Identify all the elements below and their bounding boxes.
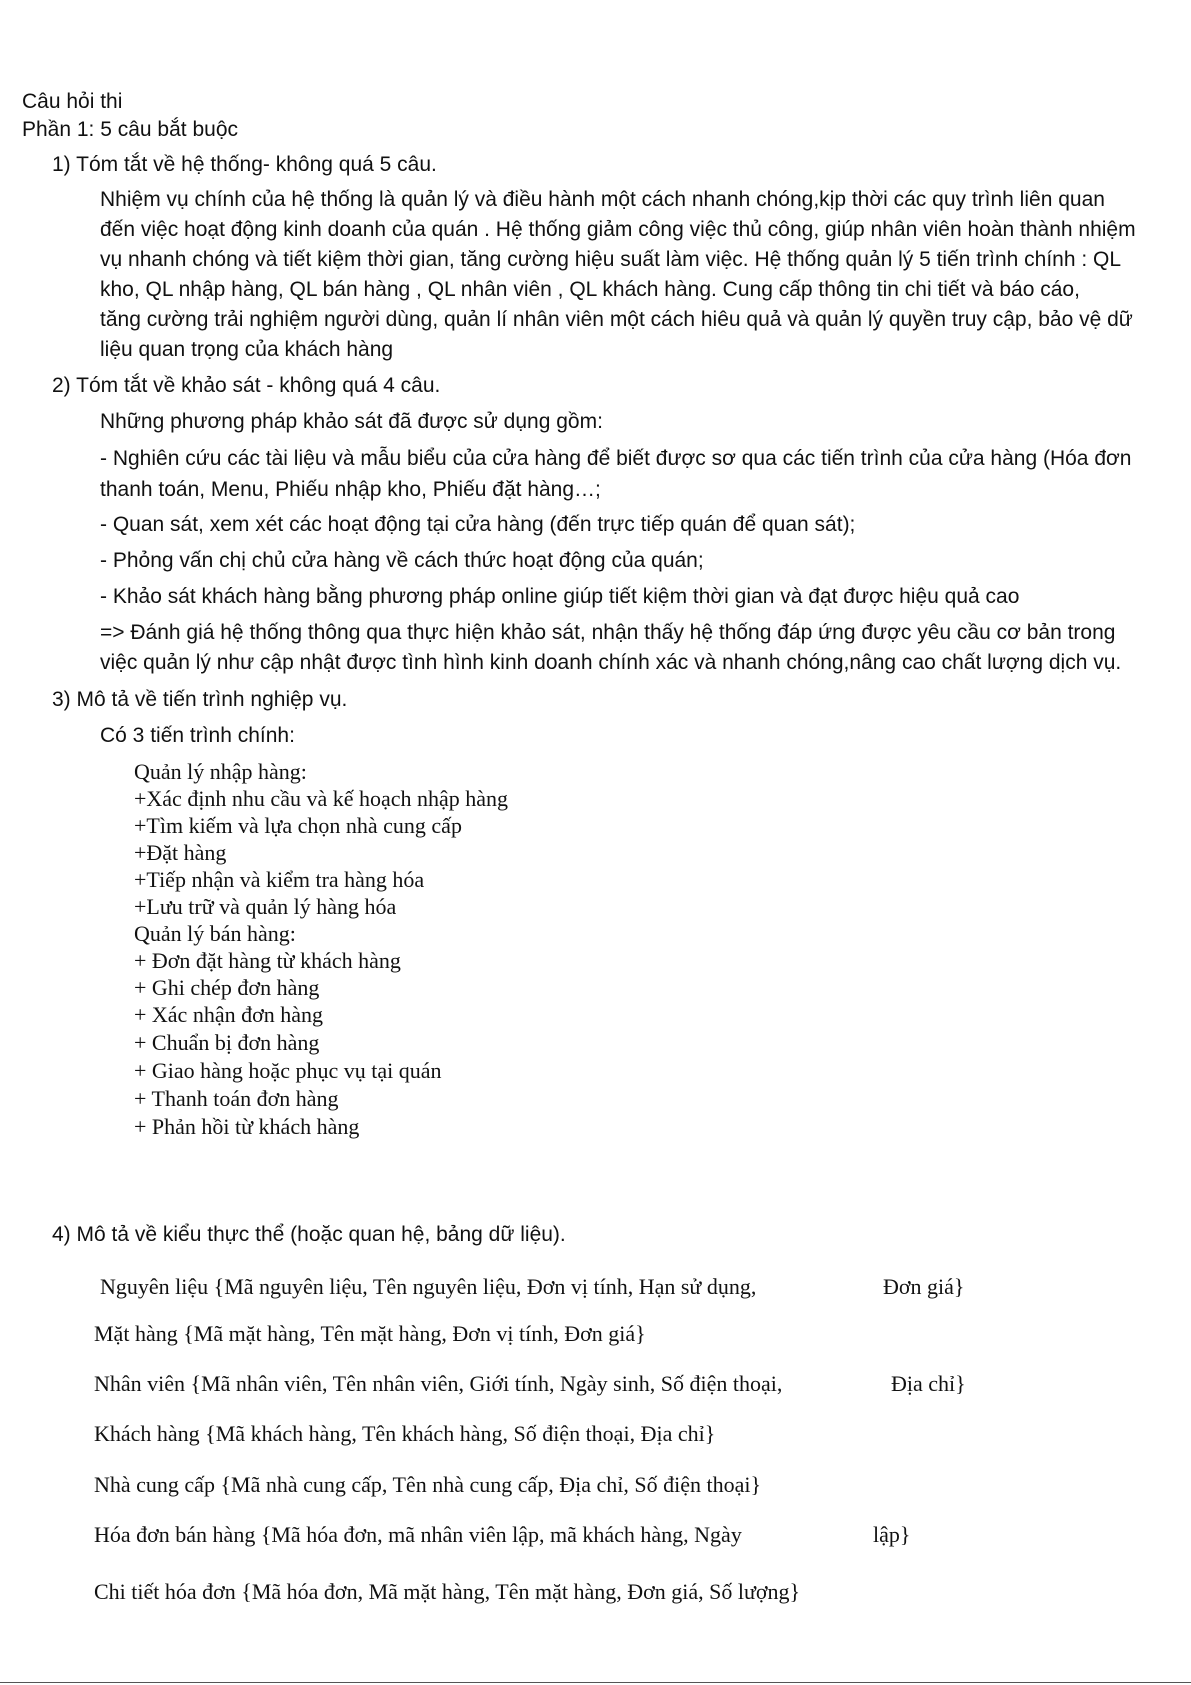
q1-line: đến việc hoạt động kinh doanh của quán . Hệ thống giảm công việc thủ công, giúp nhân viên hoàn thành nhiệm	[100, 218, 1136, 241]
q3-intro: Có 3 tiến trình chính:	[100, 724, 295, 747]
q1-line: kho, QL nhập hàng, QL bán hàng , QL nhân viên , QL khách hàng. Cung cấp thông tin chi tiết và báo cáo,	[100, 278, 1080, 301]
entity-line: Hóa đơn bán hàng {Mã hóa đơn, mã nhân viên lập, mã khách hàng, Ngày	[94, 1522, 742, 1547]
q3-step: + Chuẩn bị đơn hàng	[134, 1030, 320, 1055]
q2-line: - Quan sát, xem xét các hoạt động tại cửa hàng (đến trực tiếp quán để quan sát);	[100, 513, 856, 536]
q2-line: - Nghiên cứu các tài liệu và mẫu biểu của cửa hàng để biết được sơ qua các tiến trình của cửa hàng (Hóa đơn	[100, 447, 1132, 470]
q2-line: - Khảo sát khách hàng bằng phương pháp online giúp tiết kiệm thời gian và đạt được hiệu quả cao	[100, 585, 1020, 608]
q3-step: +Đặt hàng	[134, 840, 227, 865]
document-title: Câu hỏi thi	[22, 90, 123, 113]
q4-heading: 4) Mô tả về kiểu thực thể (hoặc quan hệ, bảng dữ liệu).	[52, 1223, 566, 1246]
q3-step: +Tìm kiếm và lựa chọn nhà cung cấp	[134, 813, 462, 838]
q2-line: thanh toán, Menu, Phiếu nhập kho, Phiếu đặt hàng…;	[100, 478, 601, 501]
q3-step: + Giao hàng hoặc phục vụ tại quán	[134, 1058, 442, 1083]
q3-step: +Xác định nhu cầu và kế hoạch nhập hàng	[134, 786, 509, 811]
q2-line: việc quản lý như cập nhật được tình hình kinh doanh chính xác và nhanh chóng,nâng cao chất lượng dịch vụ.	[100, 651, 1122, 674]
entity-line: Nhà cung cấp {Mã nhà cung cấp, Tên nhà cung cấp, Địa chỉ, Số điện thoại}	[94, 1472, 762, 1497]
q1-heading: 1) Tóm tắt về hệ thống- không quá 5 câu.	[52, 153, 437, 176]
q3-step: +Tiếp nhận và kiểm tra hàng hóa	[134, 867, 425, 892]
q3-step: + Phản hồi từ khách hàng	[134, 1114, 360, 1139]
q1-line: tăng cường trải nghiệm người dùng, quản lí nhân viên một cách hiêu quả và quản lý quyền truy cập, bảo vệ dữ	[100, 308, 1133, 331]
q2-heading: 2) Tóm tắt về khảo sát - không quá 4 câu.	[52, 374, 441, 397]
entity-line: Nguyên liệu {Mã nguyên liệu, Tên nguyên liệu, Đơn vị tính, Hạn sử dụng,	[100, 1274, 757, 1299]
q3-step: +Lưu trữ và quản lý hàng hóa	[134, 894, 397, 919]
part-title: Phần 1: 5 câu bắt buộc	[22, 118, 238, 141]
q1-line: liệu quan trọng của khách hàng	[100, 338, 394, 361]
q2-line: - Phỏng vấn chị chủ cửa hàng về cách thức hoạt động của quán;	[100, 549, 704, 572]
entity-line-end: lập}	[873, 1522, 911, 1547]
entity-line-end: Địa chỉ}	[891, 1371, 966, 1396]
q3-step: + Xác nhận đơn hàng	[134, 1002, 323, 1027]
q3-process-title: Quản lý bán hàng:	[134, 921, 296, 946]
q3-step: + Thanh toán đơn hàng	[134, 1086, 339, 1111]
q1-line: vụ nhanh chóng và tiết kiệm thời gian, tăng cường hiệu suất làm việc. Hệ thống quản lý 5 tiến trình chính : QL	[100, 248, 1122, 271]
q3-step: + Đơn đặt hàng từ khách hàng	[134, 948, 401, 973]
q3-heading: 3) Mô tả về tiến trình nghiệp vụ.	[52, 688, 348, 711]
entity-line-end: Đơn giá}	[883, 1274, 965, 1299]
entity-line: Nhân viên {Mã nhân viên, Tên nhân viên, Giới tính, Ngày sinh, Số điện thoại,	[94, 1371, 783, 1396]
q3-step: + Ghi chép đơn hàng	[134, 975, 320, 1000]
page-bottom-divider	[0, 1682, 1191, 1683]
q2-line: => Đánh giá hệ thống thông qua thực hiện khảo sát, nhận thấy hệ thống đáp ứng được yêu cầu cơ bản trong	[100, 621, 1116, 644]
entity-line: Khách hàng {Mã khách hàng, Tên khách hàng, Số điện thoại, Địa chỉ}	[94, 1421, 716, 1446]
entity-line: Mặt hàng {Mã mặt hàng, Tên mặt hàng, Đơn vị tính, Đơn giá}	[94, 1321, 646, 1346]
q3-process-title: Quản lý nhập hàng:	[134, 759, 307, 784]
entity-line: Chi tiết hóa đơn {Mã hóa đơn, Mã mặt hàng, Tên mặt hàng, Đơn giá, Số lượng}	[94, 1579, 801, 1604]
q1-line: Nhiệm vụ chính của hệ thống là quản lý và điều hành một cách nhanh chóng,kịp thời các quy trình liên quan	[100, 188, 1105, 211]
q2-intro: Những phương pháp khảo sát đã được sử dụng gồm:	[100, 410, 603, 433]
